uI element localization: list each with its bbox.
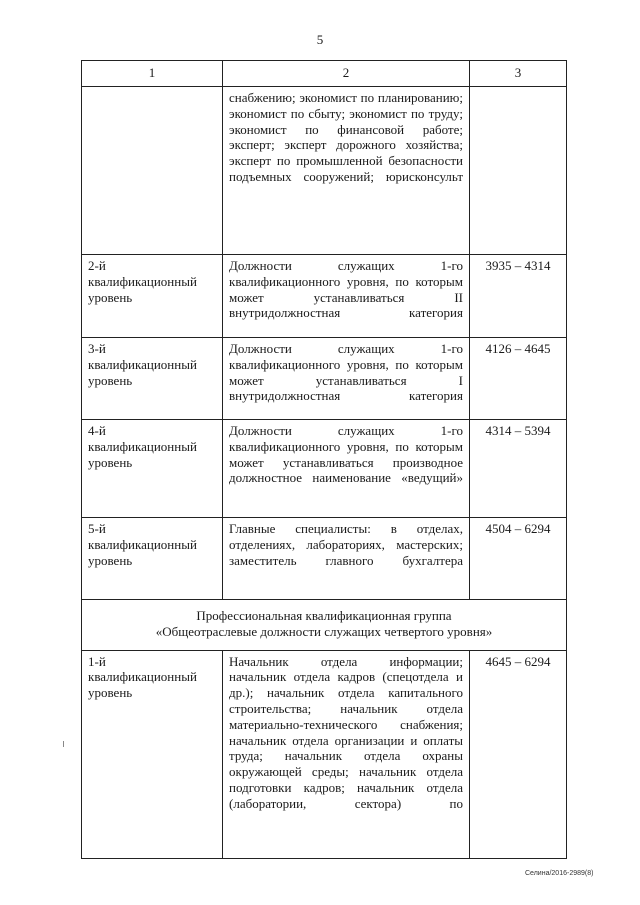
header-col-3: 3 bbox=[470, 61, 567, 87]
header-col-2: 2 bbox=[223, 61, 470, 87]
positions-cell: Должности служащих 1-го квалификационного уровня, по которым может устанавливаться производное должностное наименование «ведущий» bbox=[223, 420, 470, 518]
salary-cell: 3935 – 4314 bbox=[470, 255, 567, 338]
table-row-continuation bbox=[82, 87, 567, 255]
salary-cell: 4126 – 4645 bbox=[470, 338, 567, 420]
level-cell: 1-й квалификационный уровень bbox=[82, 650, 223, 858]
table-row bbox=[82, 338, 567, 420]
level-cell: 3-й квалификационный уровень bbox=[82, 338, 223, 420]
table-row bbox=[82, 255, 567, 338]
group-heading-line1: Профессиональная квалификационная группа bbox=[196, 608, 452, 623]
positions-cell: Начальник отдела информации; начальник отдела кадров (спецотдела и др.); начальник отдела капитального строительства; начальник отдела материально-технического снабжения; начальник отдела организации и оплаты труда; начальник отдела охраны окружающей среды; начальник отдела подготовки кадров; начальник отдела (лаборатории, сектора) по bbox=[223, 650, 470, 858]
salary-cell: 4504 – 6294 bbox=[470, 518, 567, 600]
group-heading bbox=[82, 600, 567, 651]
salary-cell: 4645 – 6294 bbox=[470, 650, 567, 858]
table-row bbox=[82, 420, 567, 518]
table-row bbox=[82, 518, 567, 600]
positions-cell: Главные специалисты: в отделах, отделениях, лабораториях, мастерских; заместитель главного бухгалтера bbox=[223, 518, 470, 600]
table-header-row bbox=[82, 61, 567, 87]
salary-cell bbox=[470, 87, 567, 255]
salary-cell: 4314 – 5394 bbox=[470, 420, 567, 518]
table-row bbox=[82, 650, 567, 858]
level-cell bbox=[82, 87, 223, 255]
level-cell: 4-й квалификационный уровень bbox=[82, 420, 223, 518]
scan-mark bbox=[63, 741, 64, 747]
salary-table bbox=[81, 60, 567, 859]
positions-cell: Должности служащих 1-го квалификационного уровня, по которым может устанавливаться I внутридолжностная категория bbox=[223, 338, 470, 420]
positions-cell: Должности служащих 1-го квалификационного уровня, по которым может устанавливаться II внутридолжностная категория bbox=[223, 255, 470, 338]
group-heading-line2: «Общеотраслевые должности служащих четвертого уровня» bbox=[155, 623, 493, 639]
level-cell: 2-й квалификационный уровень bbox=[82, 255, 223, 338]
document-stamp: Селина/2016-2989(8) bbox=[525, 870, 594, 877]
level-cell: 5-й квалификационный уровень bbox=[82, 518, 223, 600]
page-number: 5 bbox=[316, 32, 324, 47]
header-col-1: 1 bbox=[82, 61, 223, 87]
group-heading-row bbox=[82, 600, 567, 651]
positions-cell: снабжению; экономист по планированию; экономист по сбыту; экономист по труду; экономист по финансовой работе; эксперт; эксперт дорожного хозяйства; эксперт по промышленной безопасности подъемных сооружений; юрисконсульт bbox=[223, 87, 470, 255]
